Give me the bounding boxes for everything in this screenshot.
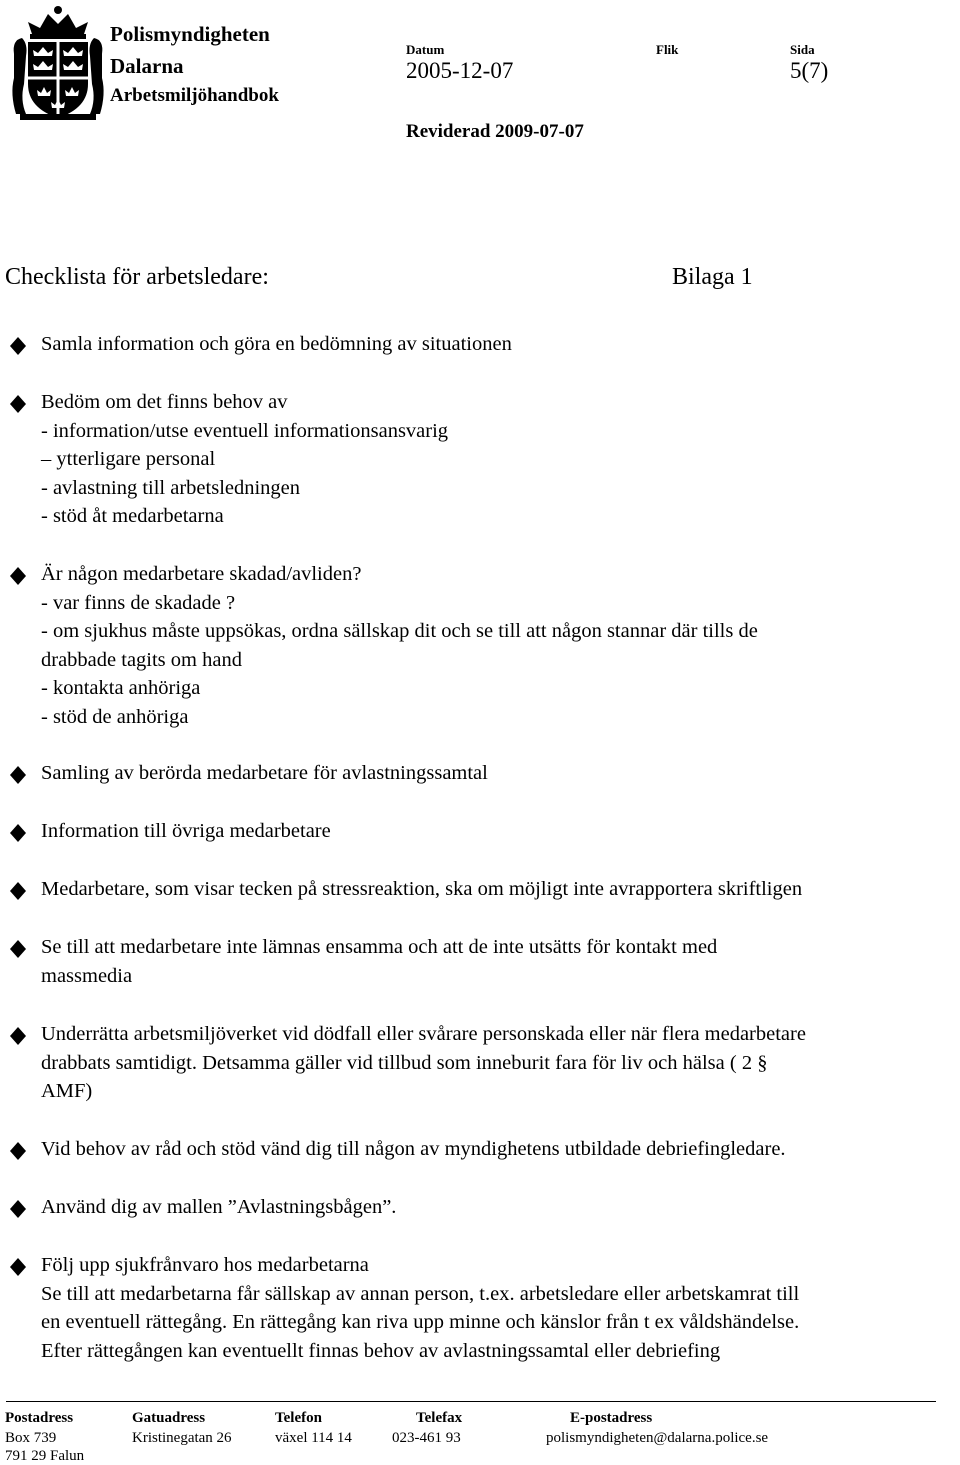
checklist-item-text: Information till övriga medarbetare [41,820,331,842]
sida-value: 5(7) [790,58,829,83]
checklist-item-subline: AMF) [41,1080,93,1102]
checklist-item-text: Vid behov av råd och stöd vänd dig till någon av myndighetens utbildade debriefingledare. [41,1138,786,1160]
flik-label: Flik [656,42,679,57]
checklist-item-subline: - stöd de anhöriga [41,705,189,728]
police-coat-of-arms-logo [10,4,106,122]
diamond-bullet-icon [5,567,31,585]
diamond-bullet-icon [5,1258,31,1276]
diamond-bullet-icon [5,1142,31,1160]
datum-value: 2005-12-07 [406,58,514,83]
checklist-item-subline: - information/utse eventuell informationsansvarig [41,419,449,442]
footer-epost-value: polismyndigheten@dalarna.police.se [546,1430,769,1446]
checklist-item-text: Samling av berörda medarbetare för avlastningssamtal [41,762,488,784]
org-name-line3: Arbetsmiljöhandbok [110,85,279,106]
footer-telefax-value: 023-461 93 [392,1430,461,1446]
attachment-label: Bilaga 1 [672,264,753,290]
checklist-item-subline: massmedia [41,964,133,987]
checklist-item-subline: - kontakta anhöriga [41,677,201,699]
footer-divider [6,1401,936,1402]
checklist-item-subline: drabbats samtidigt. Detsamma gäller vid tillbud som inneburit fara för liv och hälsa ( 2 § [41,1051,768,1074]
diamond-bullet-icon [5,395,31,413]
footer-postadress-line2: 791 29 Falun [5,1448,85,1464]
org-name-line2: Dalarna [110,54,184,78]
footer-telefon-label: Telefon [275,1410,322,1426]
checklist-item-text: Medarbetare, som visar tecken på stressreaktion, ska om möjligt inte avrapportera skriftligen [41,878,803,900]
diamond-bullet-icon [5,940,31,958]
checklist-item-text: Använd dig av mallen ”Avlastningsbågen”. [41,1196,397,1218]
footer-epost-label: E-postadress [570,1410,653,1426]
footer-postadress-label: Postadress [5,1410,74,1426]
diamond-bullet-icon [5,1200,31,1218]
diamond-bullet-icon [5,1027,31,1045]
checklist-item-text: Underrätta arbetsmiljöverket vid dödfall eller svårare personskada eller när flera medarbetare [41,1023,806,1045]
diamond-bullet-icon [5,824,31,842]
checklist-item-subline: - om sjukhus måste uppsökas, ordna sällskap dit och se till att någon stannar där tills de [41,620,758,642]
footer-gatuadress-label: Gatuadress [132,1410,206,1426]
footer-gatuadress-value: Kristinegatan 26 [132,1430,232,1446]
checklist-item-subline: - stöd åt medarbetarna [41,505,224,527]
checklist-item-text: Se till att medarbetare inte lämnas ensamma och att de inte utsätts för kontakt med [41,936,718,958]
checklist-item-subline: en eventuell rättegång. En rättegång kan riva upp minne och känslor från t ex våldshändelse. [41,1311,800,1333]
diamond-bullet-icon [5,766,31,784]
sida-label: Sida [790,42,815,57]
checklist-item-text: Är någon medarbetare skadad/avliden? [41,563,362,585]
checklist-item-text: Samla information och göra en bedömning av situationen [41,333,512,355]
page-title: Checklista för arbetsledare: [5,264,269,290]
org-name-line1: Polismyndigheten [110,22,270,46]
footer-postadress-line1: Box 739 [5,1430,57,1446]
checklist-item-subline: Efter rättegången kan eventuellt finnas behov av avlastningssamtal eller debriefing [41,1339,721,1362]
checklist-item-text: Följ upp sjukfrånvaro hos medarbetarna [41,1254,369,1276]
footer-telefon-value: växel 114 14 [275,1430,352,1446]
datum-label: Datum [406,42,445,57]
diamond-bullet-icon [5,337,31,355]
diamond-bullet-icon [5,882,31,900]
checklist-item-subline: Se till att medarbetarna får sällskap av annan person, t.ex. arbetsledare eller arbetskamrat till [41,1282,800,1305]
checklist-item-subline: - avlastning till arbetsledningen [41,476,301,499]
checklist-item-subline: - var finns de skadade ? [41,591,236,614]
footer-telefax-label: Telefax [416,1410,463,1426]
checklist-item-subline: – ytterligare personal [41,448,216,470]
revised-date: Reviderad 2009-07-07 [406,121,584,142]
checklist-item-subline: drabbade tagits om hand [41,648,242,671]
checklist-item-text: Bedöm om det finns behov av [41,391,288,413]
